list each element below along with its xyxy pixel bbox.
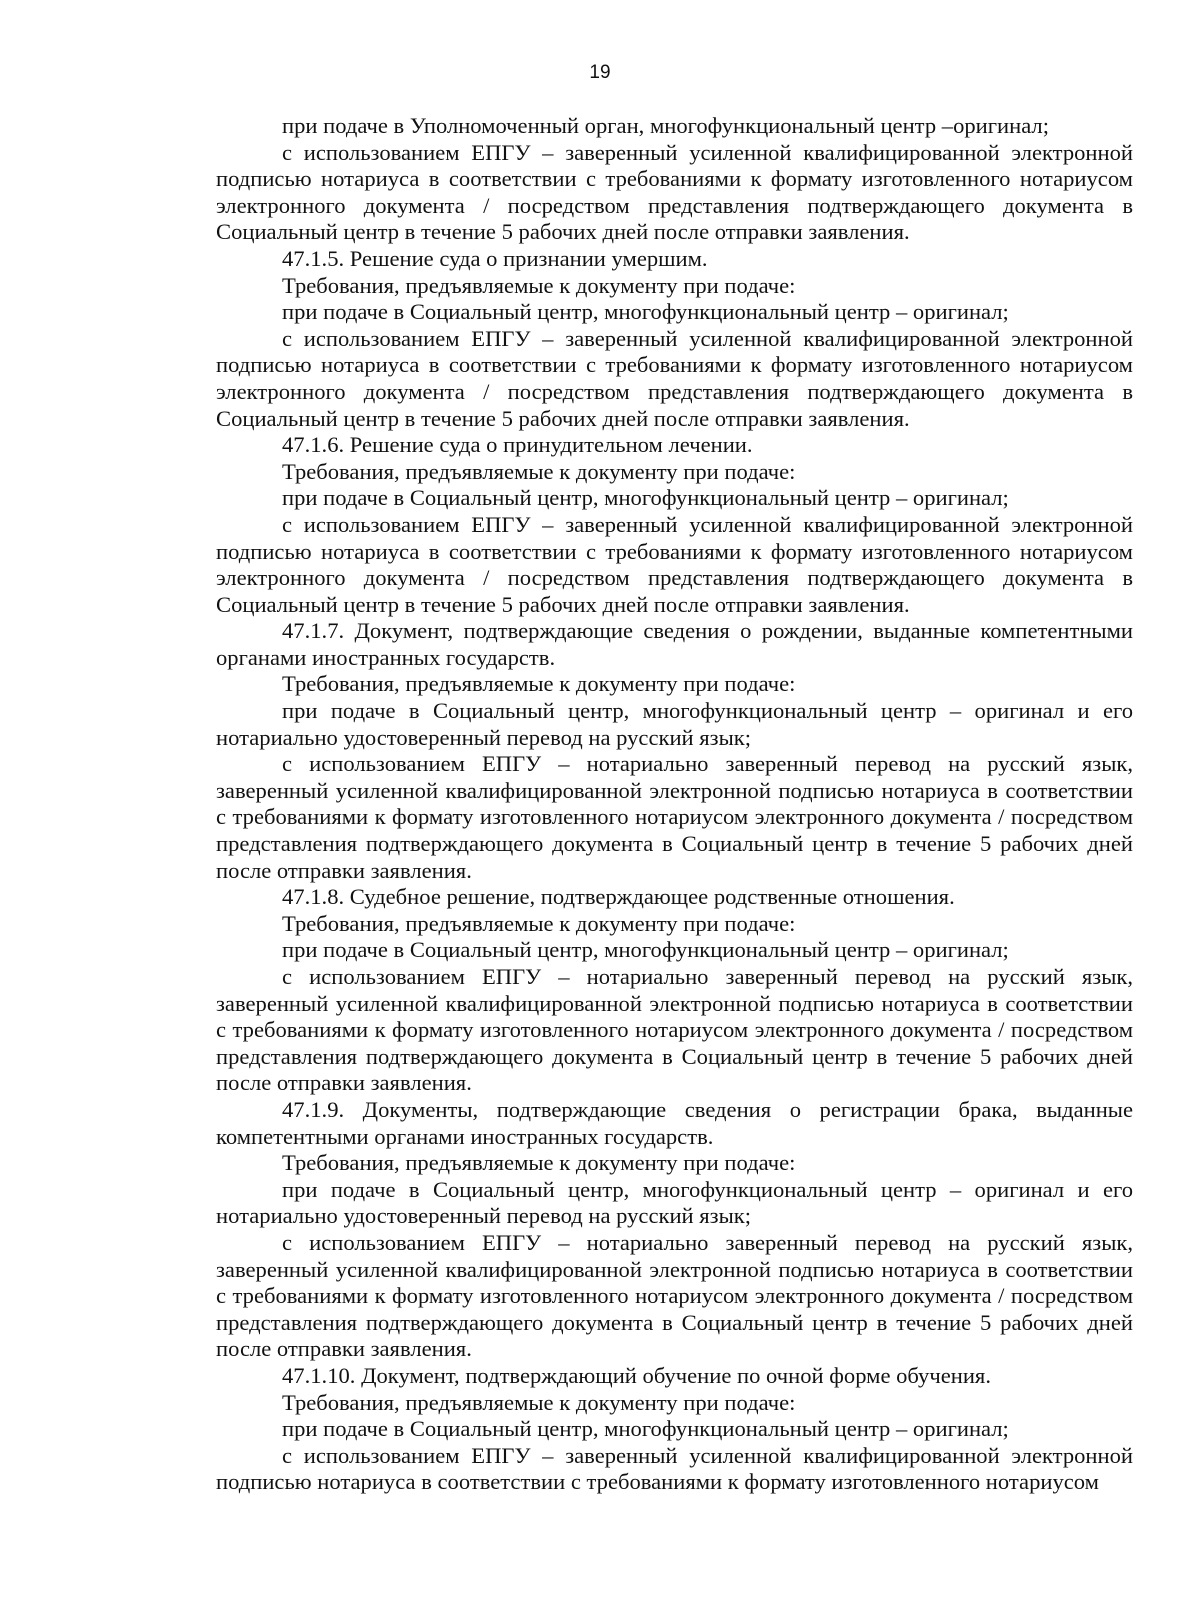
paragraph: при подаче в Социальный центр, многофункциональный центр – оригинал; bbox=[282, 937, 1009, 963]
paragraph: с использованием ЕПГУ – заверенный усиленной квалифицированной электронной подписью нотариуса в соответствии с требованиями к формату изготовленного нотариусом электронного документа / посредством представления подтверждающего документа в Социальный центр в течение 5 рабочих дней после отправки заявления. bbox=[216, 139, 1133, 245]
paragraph: при подаче в Социальный центр, многофункциональный центр – оригинал и его нотариально удостоверенный перевод на русский язык; bbox=[216, 1176, 1133, 1229]
paragraph: Требования, предъявляемые к документу при подаче: bbox=[282, 910, 796, 936]
paragraph: с использованием ЕПГУ – заверенный усиленной квалифицированной электронной подписью нотариуса в соответствии с требованиями к формату изготовленного нотариусом электронного документа / посредством представления подтверждающего документа в Социальный центр в течение 5 рабочих дней после отправки заявления. bbox=[216, 511, 1133, 617]
paragraph: с использованием ЕПГУ – нотариально заверенный перевод на русский язык, заверенный усиленной квалифицированной электронной подписью нотариуса в соответствии с требованиями к формату изготовленного нотариусом электронного документа / посредством представления подтверждающего документа в Социальный центр в течение 5 рабочих дней после отправки заявления. bbox=[216, 751, 1133, 883]
paragraph: Требования, предъявляемые к документу при подаче: bbox=[282, 458, 796, 484]
paragraph: при подаче в Социальный центр, многофункциональный центр – оригинал; bbox=[282, 485, 1009, 511]
page-number: 19 bbox=[589, 62, 611, 83]
paragraph: при подаче в Социальный центр, многофункциональный центр – оригинал; bbox=[282, 299, 1009, 325]
section-heading-47-1-9: 47.1.9. Документы, подтверждающие сведения о регистрации брака, выданные компетентными органами иностранных государств. bbox=[216, 1096, 1133, 1149]
paragraph: Требования, предъявляемые к документу при подаче: bbox=[282, 1389, 796, 1415]
paragraph: с использованием ЕПГУ – заверенный усиленной квалифицированной электронной подписью нотариуса в соответствии с требованиями к формату изготовленного нотариусом bbox=[216, 1442, 1133, 1495]
paragraph: Требования, предъявляемые к документу при подаче: bbox=[282, 1150, 796, 1176]
section-heading-47-1-7: 47.1.7. Документ, подтверждающие сведения о рождении, выданные компетентными органами иностранных государств. bbox=[216, 618, 1133, 670]
paragraph: с использованием ЕПГУ – заверенный усиленной квалифицированной электронной подписью нотариуса в соответствии с требованиями к формату изготовленного нотариусом электронного документа / посредством представления подтверждающего документа в Социальный центр в течение 5 рабочих дней после отправки заявления. bbox=[216, 325, 1133, 431]
paragraph: Требования, предъявляемые к документу при подаче: bbox=[282, 671, 796, 697]
document-body bbox=[216, 113, 1133, 1496]
section-heading-47-1-10: 47.1.10. Документ, подтверждающий обучение по очной форме обучения. bbox=[282, 1362, 991, 1388]
section-heading-47-1-6: 47.1.6. Решение суда о принудительном лечении. bbox=[282, 432, 753, 458]
paragraph: при подаче в Социальный центр, многофункциональный центр – оригинал; bbox=[282, 1416, 1009, 1442]
paragraph: при подаче в Социальный центр, многофункциональный центр – оригинал и его нотариально удостоверенный перевод на русский язык; bbox=[216, 698, 1133, 750]
paragraph: с использованием ЕПГУ – нотариально заверенный перевод на русский язык, заверенный усиленной квалифицированной электронной подписью нотариуса в соответствии с требованиями к формату изготовленного нотариусом электронного документа / посредством представления подтверждающего документа в Социальный центр в течение 5 рабочих дней после отправки заявления. bbox=[216, 964, 1133, 1096]
section-heading-47-1-8: 47.1.8. Судебное решение, подтверждающее родственные отношения. bbox=[282, 884, 955, 910]
section-heading-47-1-5: 47.1.5. Решение суда о признании умершим. bbox=[282, 245, 708, 271]
paragraph: при подаче в Уполномоченный орган, многофункциональный центр –оригинал; bbox=[282, 113, 1049, 138]
paragraph: с использованием ЕПГУ – нотариально заверенный перевод на русский язык, заверенный усиленной квалифицированной электронной подписью нотариуса в соответствии с требованиями к формату изготовленного нотариусом электронного документа / посредством представления подтверждающего документа в Социальный центр в течение 5 рабочих дней после отправки заявления. bbox=[216, 1229, 1133, 1362]
paragraph: Требования, предъявляемые к документу при подаче: bbox=[282, 272, 796, 298]
